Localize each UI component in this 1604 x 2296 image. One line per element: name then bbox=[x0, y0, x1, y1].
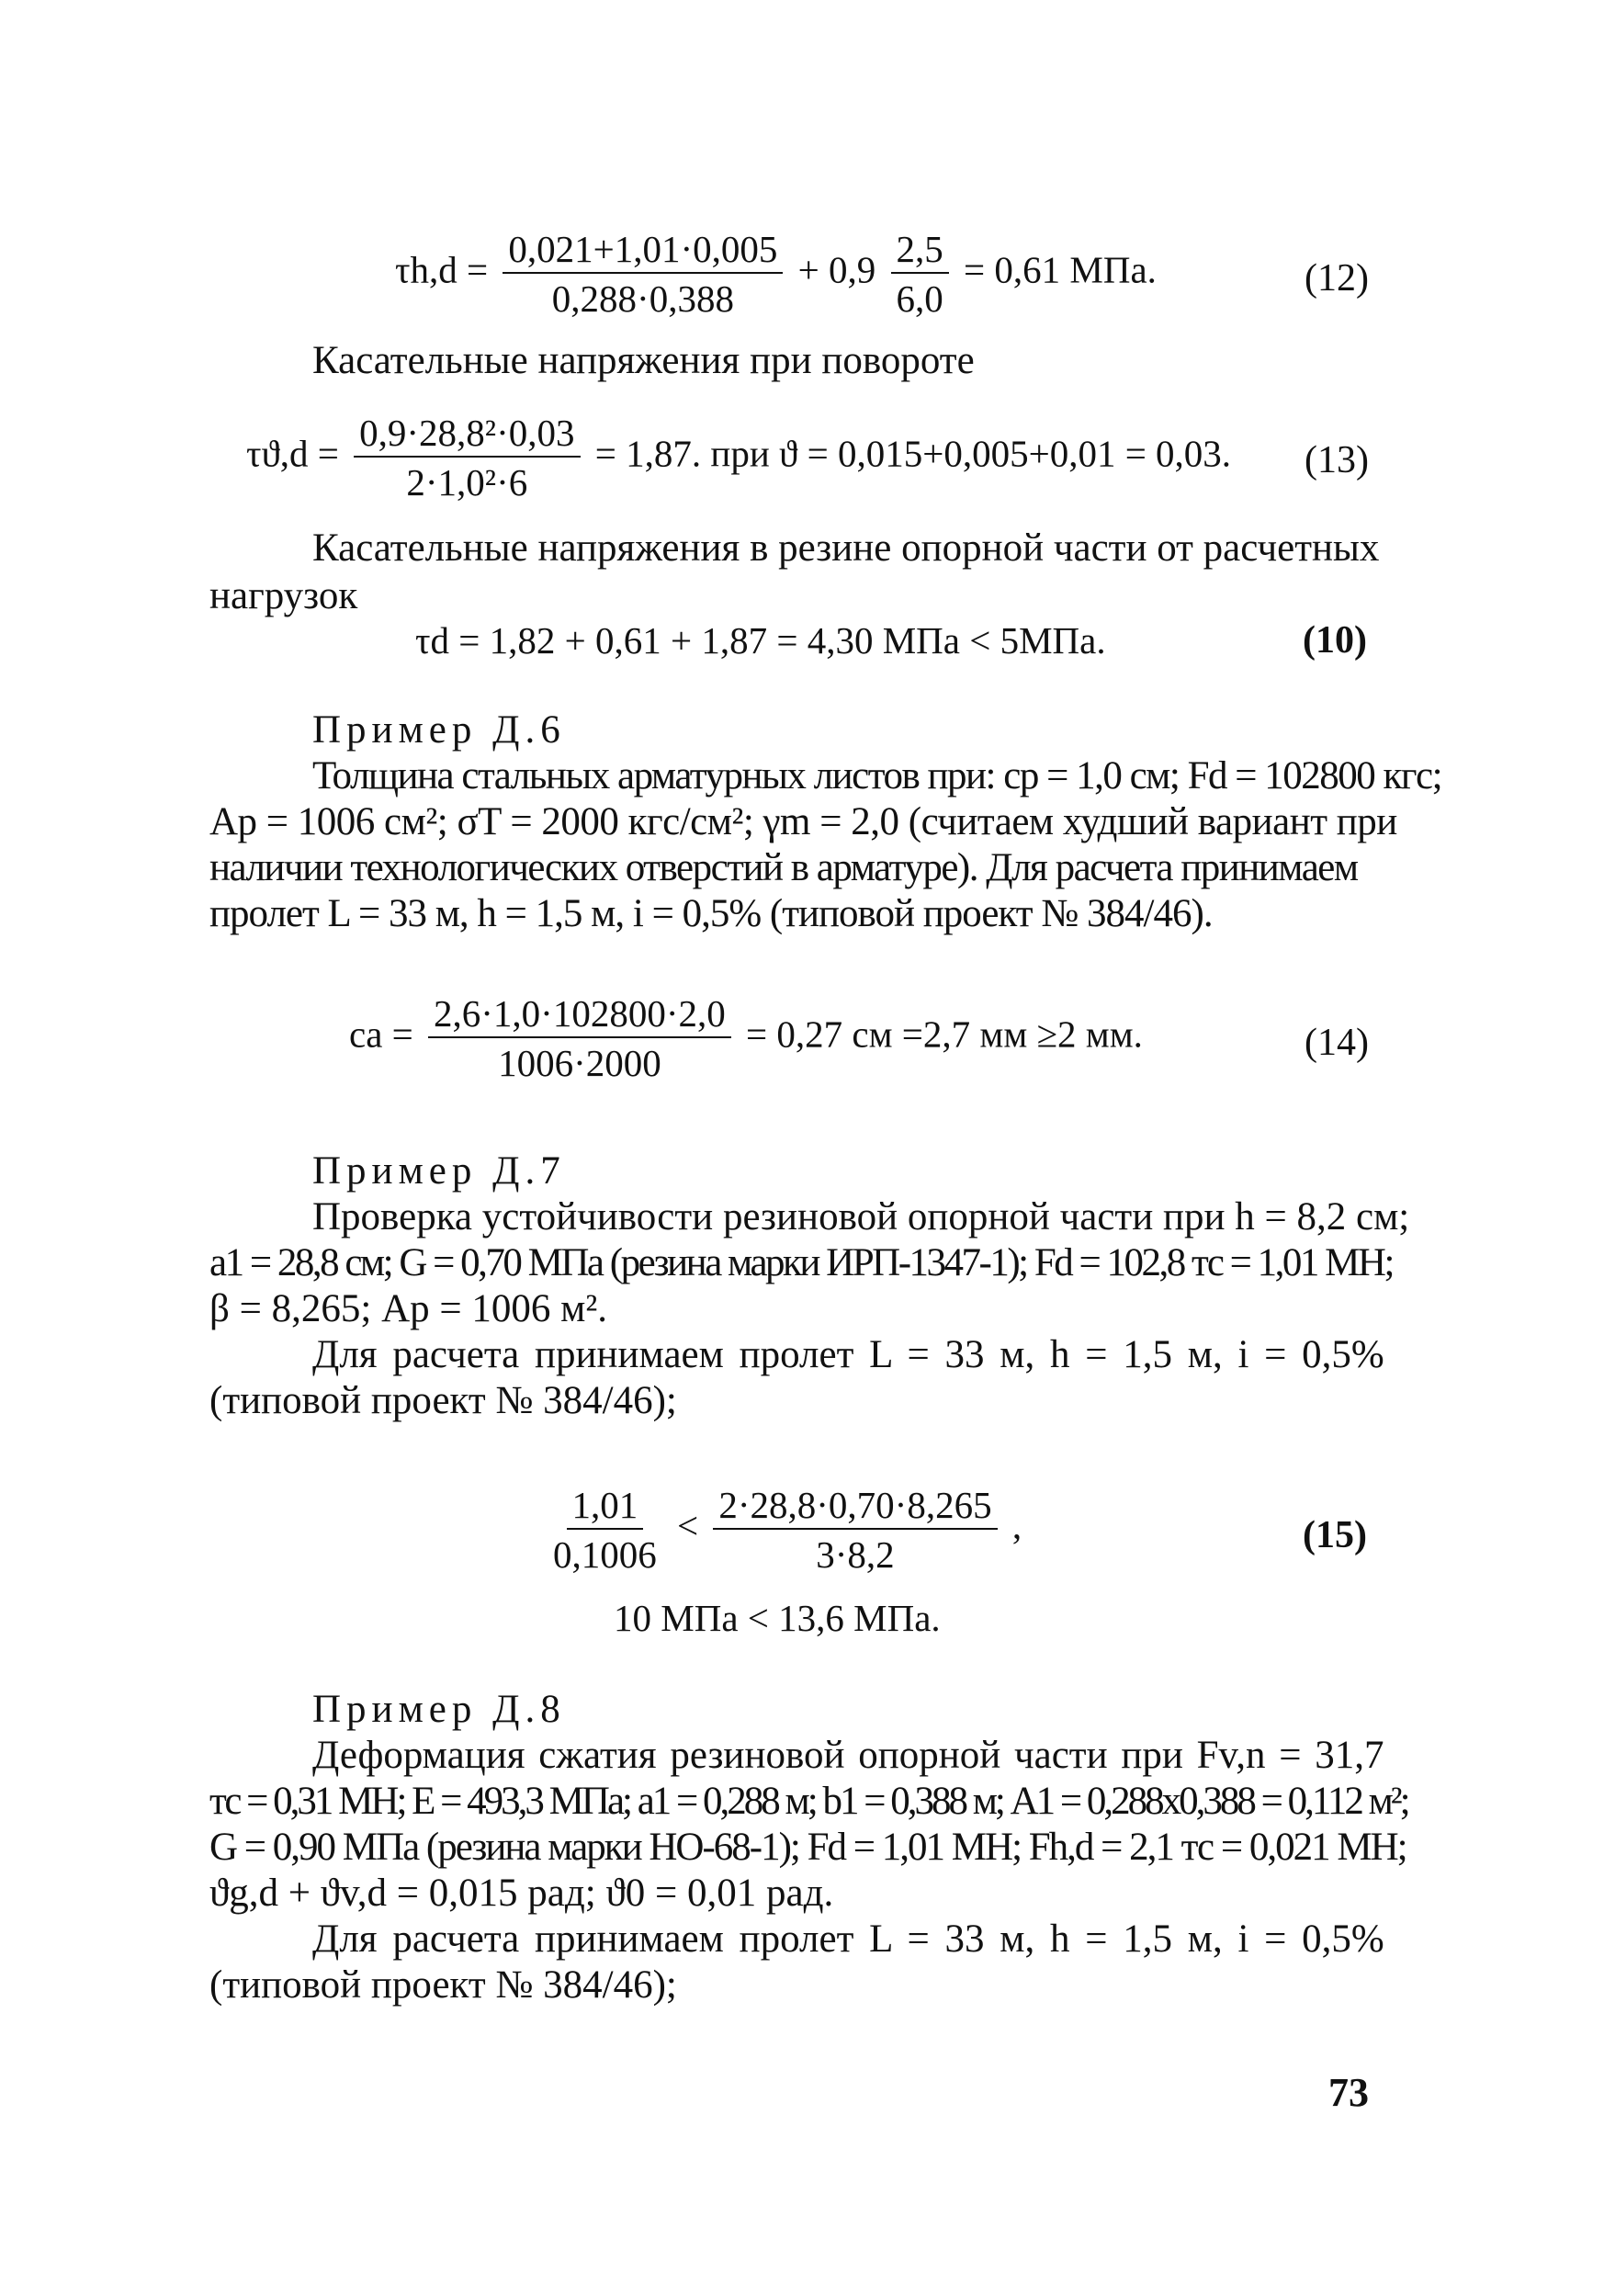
page-number: 73 bbox=[1328, 2070, 1369, 2115]
eq13-denominator: 2·1,0²·6 bbox=[406, 461, 528, 503]
eq12-fraction-2 bbox=[891, 228, 949, 320]
eq14-fraction bbox=[428, 992, 731, 1084]
example-d8-line3: G = 0,90 МПа (резина марки НО-68-1); Fd = 1,01 МН; Fh,d = 2,1 тс = 0,021 МН; bbox=[209, 1826, 1406, 1869]
eq14-numerator: 2,6·1,0·102800·2,0 bbox=[428, 992, 731, 1038]
example-d8-title: Пример Д.8 bbox=[312, 1688, 566, 1731]
eq12-denominator-2: 6,0 bbox=[896, 277, 943, 320]
example-d8-line4: ϑg,d + ϑv,d = 0,015 рад; ϑ0 = 0,01 рад. bbox=[209, 1872, 834, 1915]
eq14-lhs: ca = bbox=[349, 1012, 413, 1056]
eq14-denominator: 1006·2000 bbox=[498, 1042, 661, 1084]
equation-10: τd = 1,82 + 0,61 + 1,87 = 4,30 МПа < 5МПа. bbox=[415, 619, 1106, 662]
eq15-denominator-1: 0,1006 bbox=[553, 1533, 657, 1576]
equation-13 bbox=[246, 412, 1231, 503]
equation-12 bbox=[395, 228, 1157, 320]
equation-number-15: (15) bbox=[1303, 1514, 1367, 1556]
example-d7-line5: (типовой проект № 384/46); bbox=[209, 1379, 677, 1422]
example-d7-line4: Для расчета принимаем пролет L = 33 м, h = 1,5 м, i = 0,5% bbox=[312, 1333, 1384, 1376]
equation-number-13: (13) bbox=[1305, 439, 1369, 481]
eq12-mid: + 0,9 bbox=[797, 248, 876, 291]
example-d7-line1: Проверка устойчивости резиновой опорной части при h = 8,2 см; bbox=[312, 1195, 1410, 1238]
example-d8-line6: (типовой проект № 384/46); bbox=[209, 1963, 677, 2007]
example-d6-title: Пример Д.6 bbox=[312, 708, 566, 752]
eq15-fraction-1 bbox=[548, 1484, 662, 1576]
paragraph-rubber-line1: Касательные напряжения в резине опорной части от расчетных bbox=[312, 526, 1380, 570]
eq12-rhs: = 0,61 МПа. bbox=[964, 248, 1157, 291]
example-d7-line2: a1 = 28,8 см; G = 0,70 МПа (резина марки ИРП-1347-1); Fd = 102,8 тс = 1,01 МН; bbox=[209, 1241, 1393, 1284]
example-d6-line4: пролет L = 33 м, h = 1,5 м, i = 0,5% (типовой проект № 384/46). bbox=[209, 892, 1213, 935]
example-d8-line5: Для расчета принимаем пролет L = 33 м, h = 1,5 м, i = 0,5% bbox=[312, 1917, 1384, 1961]
eq15-tail: , bbox=[1011, 1504, 1022, 1547]
example-d7-line3: β = 8,265; Ap = 1006 м². bbox=[209, 1287, 607, 1330]
eq15-numerator-2: 2·28,8·0,70·8,265 bbox=[713, 1484, 997, 1530]
equation-14 bbox=[349, 992, 1143, 1084]
eq15-numerator-1: 1,01 bbox=[567, 1484, 644, 1530]
equation-number-14: (14) bbox=[1305, 1022, 1369, 1064]
example-d6-line3: наличии технологических отверстий в арматуре). Для расчета принимаем bbox=[209, 846, 1358, 889]
eq14-rhs: = 0,27 см =2,7 мм ≥2 мм. bbox=[746, 1012, 1143, 1056]
paragraph-rubber-line2: нагрузок bbox=[209, 574, 358, 617]
example-d6-line2: Ap = 1006 см²; σT = 2000 кгс/см²; γm = 2,0 (считаем худший вариант при bbox=[209, 800, 1397, 843]
example-d8-line1: Деформация сжатия резиновой опорной части при Fv,n = 31,7 bbox=[312, 1734, 1384, 1777]
eq12-numerator-2: 2,5 bbox=[891, 228, 949, 274]
equation-number-10: (10) bbox=[1303, 619, 1367, 662]
eq12-fraction-1 bbox=[503, 228, 783, 320]
eq13-rhs: = 1,87. при ϑ = 0,015+0,005+0,01 = 0,03. bbox=[594, 432, 1232, 475]
eq13-fraction bbox=[354, 412, 580, 503]
equation-15 bbox=[542, 1484, 1022, 1576]
example-d7-title: Пример Д.7 bbox=[312, 1149, 566, 1193]
eq13-lhs: τϑ,d = bbox=[246, 432, 339, 475]
eq12-lhs: τh,d = bbox=[395, 248, 489, 291]
example-d6-line1: Толщина стальных арматурных листов при: cp = 1,0 см; Fd = 102800 кгс; bbox=[312, 754, 1442, 797]
eq15-fraction-2 bbox=[713, 1484, 997, 1576]
eq15-operator: < bbox=[677, 1504, 699, 1547]
equation-number-12: (12) bbox=[1305, 257, 1369, 300]
eq13-numerator: 0,9·28,8²·0,03 bbox=[354, 412, 580, 458]
eq12-numerator-1: 0,021+1,01·0,005 bbox=[503, 228, 783, 274]
eq12-denominator-1: 0,288·0,388 bbox=[551, 277, 734, 320]
equation-15-line2: 10 МПа < 13,6 МПа. bbox=[614, 1597, 941, 1639]
eq15-denominator-2: 3·8,2 bbox=[816, 1533, 895, 1576]
paragraph-rotation: Касательные напряжения при повороте bbox=[312, 339, 975, 382]
example-d8-line2: тс = 0,31 МН; E = 493,3 МПа; a1 = 0,288 м; b1 = 0,388 м; A1 = 0,288x0,388 = 0,112 м²; bbox=[209, 1780, 1408, 1823]
